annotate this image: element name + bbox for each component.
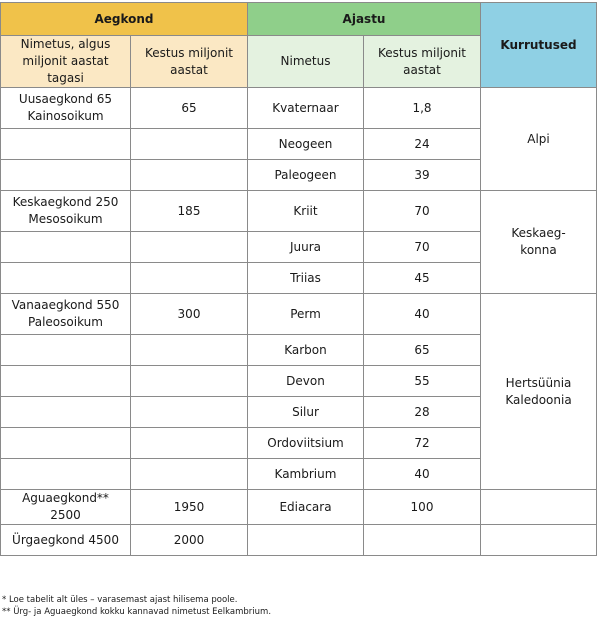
period-duration: 70	[364, 191, 481, 232]
period-duration: 72	[364, 428, 481, 459]
table-row	[1, 294, 597, 335]
period-name: Ordoviitsium	[248, 428, 364, 459]
eon-name: Uusaegkond 65	[18, 92, 113, 106]
eon-duration: 65	[131, 88, 248, 129]
period-duration: 28	[364, 397, 481, 428]
eon-duration: 300	[131, 294, 248, 335]
period-duration: 40	[364, 459, 481, 490]
eon-name: Vanaaegkond 550	[11, 298, 120, 312]
folding-alpi: Alpi	[481, 88, 597, 191]
eon-name-cell	[1, 294, 131, 335]
period-name: Karbon	[248, 335, 364, 366]
subheader-aja-nimetus: Nimetus	[248, 36, 364, 88]
period-duration: 55	[364, 366, 481, 397]
geologic-time-table	[0, 2, 597, 556]
period-duration: 65	[364, 335, 481, 366]
eon-name: Keskaegkond 250	[12, 195, 119, 209]
period-name: Perm	[248, 294, 364, 335]
eon-name: Ürgaegkond 4500	[1, 525, 131, 556]
period-name: Silur	[248, 397, 364, 428]
period-duration: 100	[364, 490, 481, 525]
header-ajastu: Ajastu	[248, 3, 481, 36]
period-name: Devon	[248, 366, 364, 397]
table-row	[1, 525, 597, 556]
header-aegkond: Aegkond	[1, 3, 248, 36]
footnote-1: * Loe tabelit alt üles – varasemast ajast hilisema poole.	[2, 595, 238, 605]
eon-subname: Kainosoikum	[27, 109, 104, 123]
period-duration: 1,8	[364, 88, 481, 129]
period-duration: 70	[364, 232, 481, 263]
period-name: Paleogeen	[248, 160, 364, 191]
period-name: Kvaternaar	[248, 88, 364, 129]
period-name: Ediacara	[248, 490, 364, 525]
folding-hertsyynia-kaledoonia: Hertsüünia Kaledoonia	[481, 294, 597, 490]
period-name: Kambrium	[248, 459, 364, 490]
footnote-2: ** Ürg- ja Aguaegkond kokku kannavad nimetust Eelkambrium.	[2, 607, 272, 617]
subheader-aeg-nimetus: Nimetus, algus miljonit aastat tagasi	[1, 36, 131, 88]
subheader-aja-kestus: Kestus miljonit aastat	[364, 36, 481, 88]
folding-keskaegkonna: Keskaeg- konna	[481, 191, 597, 294]
footnotes	[2, 594, 271, 618]
table-row	[1, 88, 597, 129]
table-row	[1, 191, 597, 232]
period-name: Triias	[248, 263, 364, 294]
period-duration: 45	[364, 263, 481, 294]
eon-name-cell	[1, 191, 131, 232]
eon-name: Aguaegkond** 2500	[1, 490, 131, 525]
eon-subname: Mesosoikum	[28, 212, 103, 226]
period-duration: 24	[364, 129, 481, 160]
subheader-aeg-kestus: Kestus miljonit aastat	[131, 36, 248, 88]
period-name: Neogeen	[248, 129, 364, 160]
table-row	[1, 490, 597, 525]
period-name: Kriit	[248, 191, 364, 232]
eon-duration: 2000	[131, 525, 248, 556]
period-name: Juura	[248, 232, 364, 263]
eon-duration: 1950	[131, 490, 248, 525]
header-kurrutused: Kurrutused	[481, 3, 597, 88]
eon-subname: Paleosoikum	[28, 315, 103, 329]
eon-duration: 185	[131, 191, 248, 232]
period-duration: 39	[364, 160, 481, 191]
period-duration: 40	[364, 294, 481, 335]
eon-name-cell	[1, 88, 131, 129]
